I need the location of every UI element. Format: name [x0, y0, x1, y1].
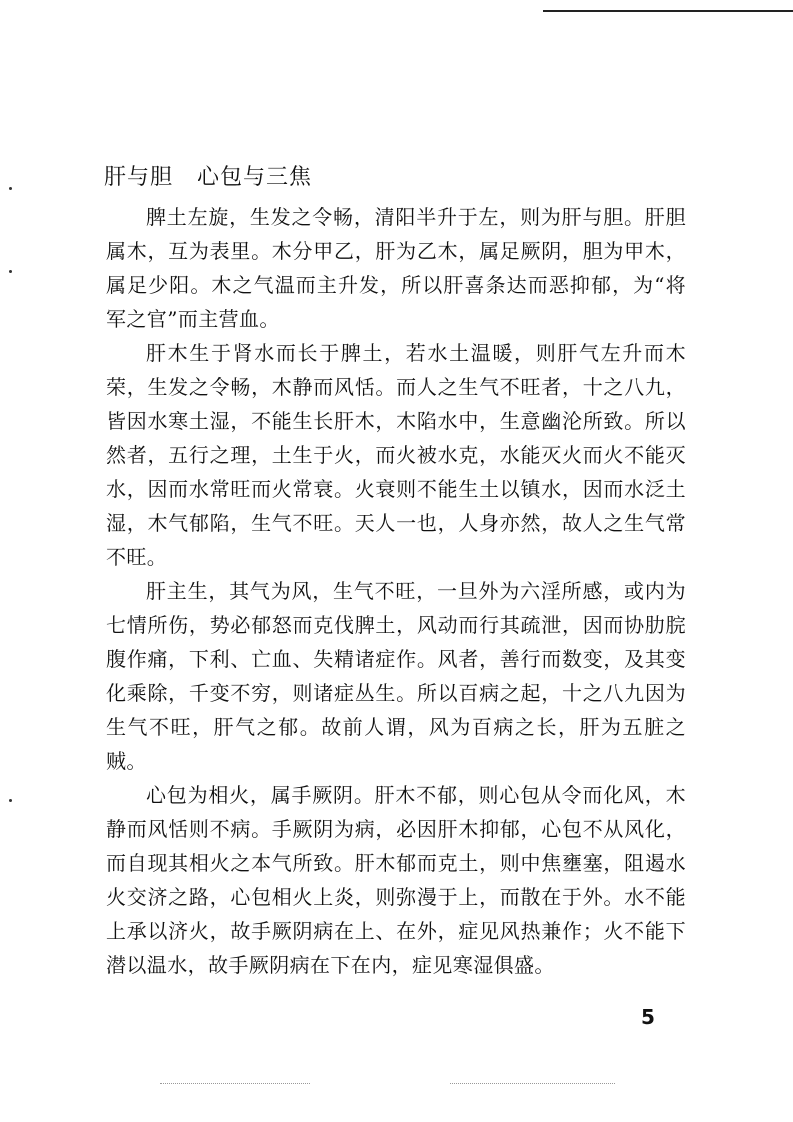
section-heading — [104, 160, 312, 191]
page-number: 5 — [641, 1005, 655, 1029]
paragraph-4: 心包为相火，属手厥阴。肝木不郁，则心包从令而化风，木静而风恬则不病。手厥阴为病，必因肝木抑郁，心包不从风化，而自现其相火之本气所致。肝木郁而克土，则中焦壅塞，阻遏水火交济之路，心包相火上炎，则弥漫于上，而散在于外。水不能上承以济火，故手厥阴病在上、在外，症见风热兼作；火不能下潜以温水，故手厥阴病在下在内，症见寒湿俱盛。 — [106, 783, 686, 977]
margin-mark — [9, 270, 12, 273]
scan-speckle — [160, 1083, 310, 1085]
heading-liver-gallbladder: 肝与胆 — [104, 165, 174, 190]
scan-speckle — [450, 1083, 615, 1085]
paragraph-3: 肝主生，其气为风，生气不旺，一旦外为六淫所感，或内为七情所伤，势必郁怒而克伐脾土，风动而行其疏泄，因而协肋脘腹作痛，下利、亡血、失精诸症作。风者，善行而数变，及其变化乘除，千变不穷，则诸症丛生。所以百病之起，十之八九因为生气不旺，肝气之郁。故前人谓，风为百病之长，肝为五脏之贼。 — [106, 579, 686, 773]
margin-mark — [9, 187, 12, 190]
paragraph-2: 肝木生于肾水而长于脾土，若水土温暖，则肝气左升而木荣，生发之令畅，木静而风恬。而人之生气不旺者，十之八九，皆因水寒土湿，不能生长肝木，木陷水中，生意幽沦所致。所以然者，五行之理，土生于火，而火被水克，水能灭火而火不能灭水，因而水常旺而火常衰。火衰则不能生土以镇水，因而水泛土湿，木气郁陷，生气不旺。天人一也，人身亦然，故人之生气常不旺。 — [106, 341, 686, 569]
heading-pericardium-sanjiao: 心包与三焦 — [197, 165, 313, 190]
margin-mark — [9, 799, 12, 802]
paragraph-1: 脾土左旋，生发之令畅，清阳半升于左，则为肝与胆。肝胆属木，互为表里。木分甲乙，肝为乙木，属足厥阴，胆为甲木，属足少阳。木之气温而主升发，所以肝喜条达而恶抑郁，为“将军之官”而主营血。 — [106, 205, 686, 331]
body-text — [106, 200, 686, 982]
top-border-rule — [543, 10, 793, 12]
